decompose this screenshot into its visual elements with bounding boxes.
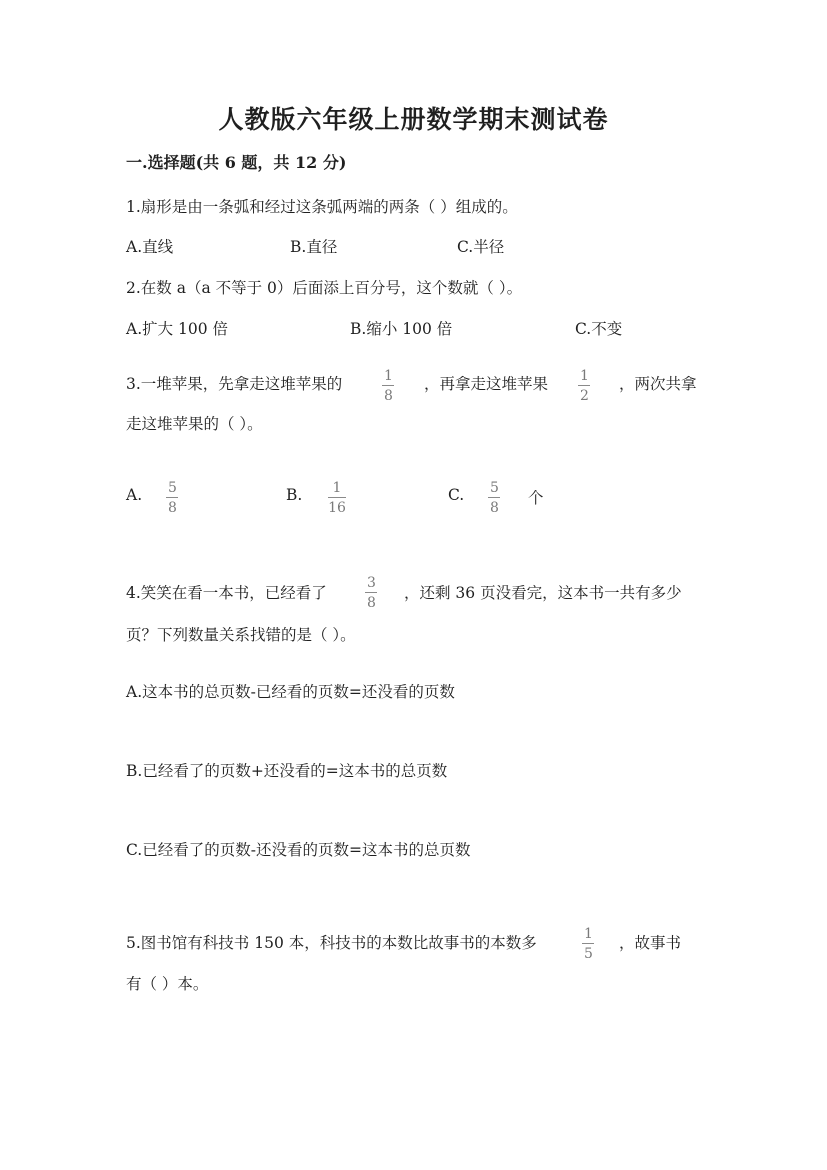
question-3-option-b-fraction xyxy=(328,481,346,515)
question-3-option-a-fraction xyxy=(166,481,179,515)
page-title: 人教版六年级上册数学期末测试卷 xyxy=(218,105,609,134)
question-4-option-b: B.已经看了的页数+还没看的=这本书的总页数 xyxy=(126,762,448,780)
fraction-numerator: 1 xyxy=(584,926,593,942)
section-heading: 一.选择题(共 6 题，共 12 分) xyxy=(126,153,347,172)
question-3-option-c-unit: 个 xyxy=(528,489,544,507)
question-5-text-part1: 5.图书馆有科技书 150 本，科技书的本数比故事书的本数多 xyxy=(126,934,537,952)
question-3-option-b-label: B. xyxy=(286,486,303,504)
question-3-text-part2: ，再拿走这堆苹果 xyxy=(424,375,549,393)
question-3-text-line2: 走这堆苹果的（ ）。 xyxy=(126,415,263,433)
question-2-option-b: B.缩小 100 倍 xyxy=(350,320,453,338)
question-1-option-b: B.直径 xyxy=(290,238,338,256)
question-2-option-a: A.扩大 100 倍 xyxy=(126,320,229,338)
question-5-fraction-1 xyxy=(582,927,595,961)
fraction-numerator: 3 xyxy=(367,575,376,591)
fraction-denominator: 8 xyxy=(384,388,393,404)
fraction-numerator: 1 xyxy=(332,480,342,496)
question-4-text-line2: 页？下列数量关系找错的是（ ）。 xyxy=(126,626,356,644)
question-1-option-a: A.直线 xyxy=(126,238,174,256)
question-4-option-a: A.这本书的总页数-已经看的页数=还没看的页数 xyxy=(126,683,455,701)
question-4-text-part2: ，还剩 36 页没看完，这本书一共有多少 xyxy=(404,584,682,602)
question-3-option-c-label: C. xyxy=(448,486,465,504)
question-3-option-a-label: A. xyxy=(126,486,143,504)
question-3-fraction-2 xyxy=(578,369,591,403)
fraction-numerator: 1 xyxy=(384,368,393,384)
question-3-text-part1: 3.一堆苹果，先拿走这堆苹果的 xyxy=(126,375,343,393)
question-3-fraction-1 xyxy=(382,369,395,403)
question-4-text-part1: 4.笑笑在看一本书，已经看了 xyxy=(126,584,327,602)
question-3-option-c-fraction xyxy=(488,481,501,515)
fraction-denominator: 8 xyxy=(490,500,499,516)
question-2-text: 2.在数 a（a 不等于 0）后面添上百分号，这个数就（ ）。 xyxy=(126,279,523,297)
question-5-text-line2: 有（ ）本。 xyxy=(126,975,209,993)
fraction-numerator: 5 xyxy=(168,480,177,496)
question-5-text-part2: ，故事书 xyxy=(619,934,682,952)
fraction-denominator: 2 xyxy=(580,388,589,404)
question-4-option-c: C.已经看了的页数-还没看的页数=这本书的总页数 xyxy=(126,841,471,859)
fraction-denominator: 5 xyxy=(584,946,593,962)
question-1-option-c: C.半径 xyxy=(457,238,505,256)
fraction-numerator: 1 xyxy=(580,368,589,384)
fraction-denominator: 8 xyxy=(367,595,376,611)
fraction-denominator: 16 xyxy=(328,500,346,516)
question-1-text: 1.扇形是由一条弧和经过这条弧两端的两条（ ）组成的。 xyxy=(126,198,518,216)
fraction-numerator: 5 xyxy=(490,480,499,496)
question-3-text-part3: ，两次共拿 xyxy=(619,375,697,393)
question-4-fraction-1 xyxy=(365,576,378,610)
fraction-denominator: 8 xyxy=(168,500,177,516)
question-2-option-c: C.不变 xyxy=(575,320,623,338)
